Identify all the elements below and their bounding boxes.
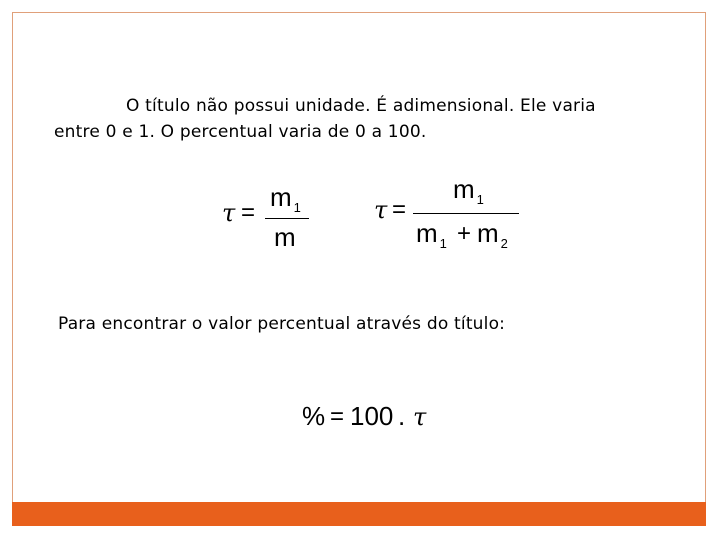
denominator-subscript-2: 2 bbox=[500, 236, 508, 251]
numerator-subscript: 1 bbox=[476, 192, 484, 207]
numerator-m: m bbox=[270, 182, 292, 212]
intro-line-1: O título não possui unidade. É adimensional. Ele varia bbox=[126, 96, 596, 116]
denominator-m2: m bbox=[477, 218, 499, 248]
footer-accent-bar bbox=[12, 502, 706, 526]
denominator-term-2 bbox=[477, 218, 508, 249]
tau-symbol: τ bbox=[413, 403, 427, 431]
denominator-subscript-1: 1 bbox=[439, 236, 447, 251]
numerator-subscript: 1 bbox=[293, 200, 301, 215]
slide-frame bbox=[12, 12, 706, 526]
percent-paragraph: Para encontrar o valor percentual através do título: bbox=[58, 314, 506, 334]
equals-sign: = bbox=[392, 196, 407, 223]
fraction-bar bbox=[265, 218, 309, 219]
multiply-dot: . bbox=[398, 401, 406, 431]
numerator-m: m bbox=[453, 174, 475, 204]
intro-paragraph bbox=[54, 93, 694, 145]
numerator bbox=[453, 174, 484, 205]
numerator bbox=[270, 182, 301, 213]
plus-sign: + bbox=[457, 220, 472, 247]
tau-symbol: τ bbox=[222, 199, 236, 227]
denominator-term-1 bbox=[416, 218, 447, 249]
fraction-bar bbox=[413, 213, 519, 214]
percent-sign: % bbox=[302, 401, 326, 431]
equals-sign: = bbox=[330, 403, 345, 430]
equals-sign: = bbox=[241, 199, 256, 226]
hundred-value: 100 bbox=[350, 401, 394, 431]
intro-line-2: entre 0 e 1. O percentual varia de 0 a 100. bbox=[54, 122, 427, 142]
tau-symbol: τ bbox=[374, 196, 388, 224]
denominator-m1: m bbox=[416, 218, 438, 248]
denominator: m bbox=[274, 222, 296, 252]
